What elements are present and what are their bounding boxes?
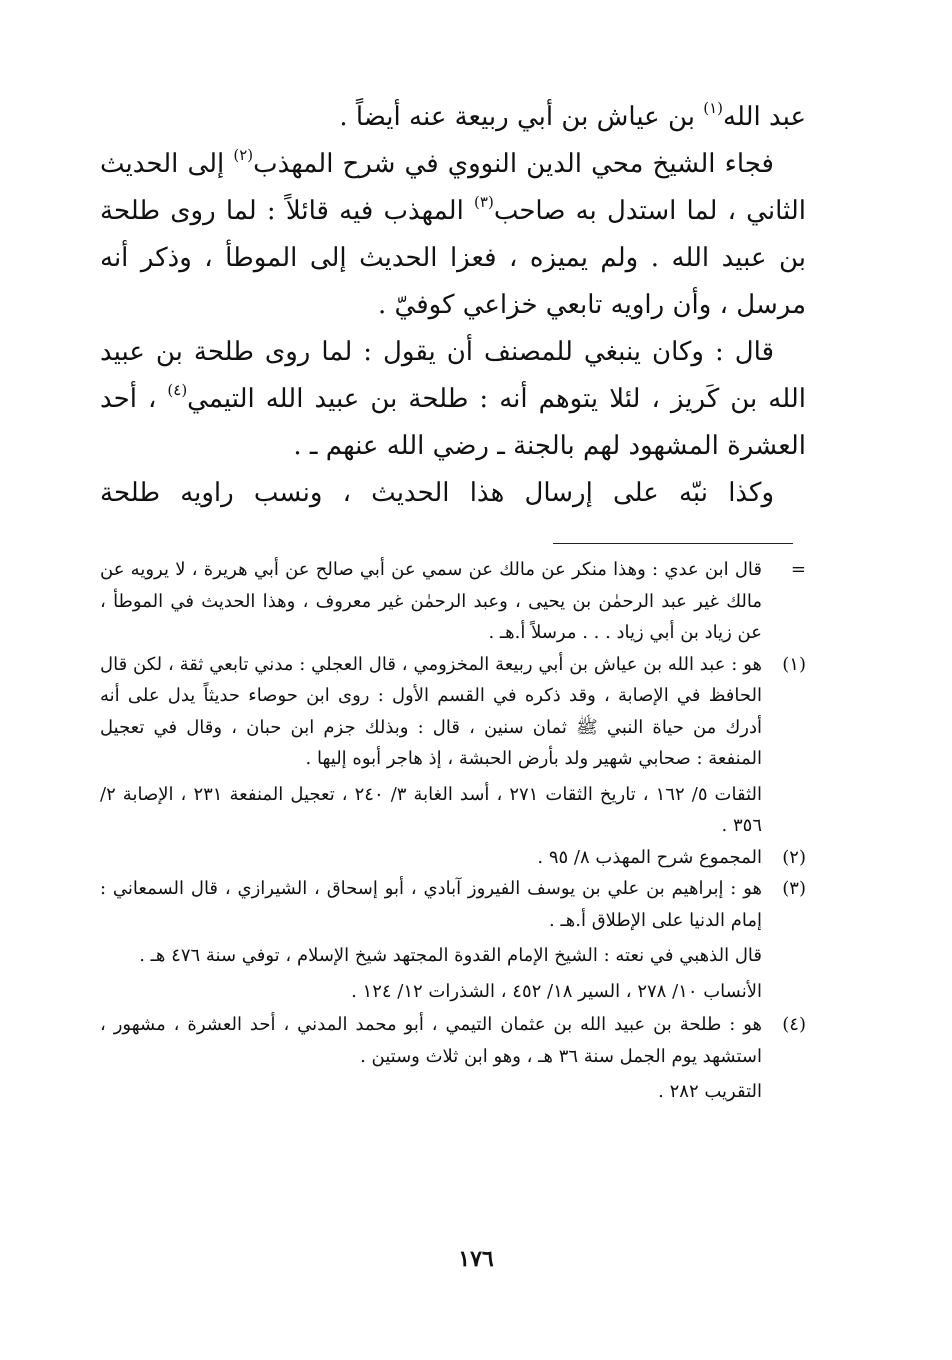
footnote-text: المجموع شرح المهذب ٨/ ٩٥ .: [537, 846, 762, 868]
footnotes: [100, 554, 806, 1108]
text-run: ، أحد العشرة المشهود لهم بالجنة ـ رضي الله عنهم ـ .: [100, 384, 806, 461]
text-run: عبد الله: [723, 102, 806, 132]
paragraph-1: [100, 94, 806, 141]
footnote-text: هو : عبد الله بن عياش بن أبي ربيعة المخزومي ، قال العجلي : مدني تابعي ثقة ، لكن قال الحافظ في الإصابة ، وقد ذكره في القسم الأول : روى ابن حوصاء حديثاً يدل على أنه أدرك من حياة النبي ﷺ ثمان سنين ، قال : وبذلك جزم ابن حبان ، وقال في تعجيل المنفعة : صحابي شهير ولد بأرض الحبشة ، إذ هاجر أبوه إليها .: [100, 653, 762, 769]
footnote-number: (١): [782, 653, 806, 675]
footnote-continuation: [100, 554, 806, 649]
main-text: [100, 94, 806, 517]
footnote-ref-3[interactable]: (٣): [474, 193, 494, 211]
footnote-extra: قال الذهبي في نعته : الشيخ الإمام القدوة المجتهد شيخ الإسلام ، توفي سنة ٤٧٦ هـ .: [139, 945, 762, 966]
footnote-1: [100, 649, 806, 842]
footnote-text: هو : طلحة بن عبيد الله بن عثمان التيمي ، أبو محمد المدني ، أحد العشرة ، مشهور ، استشهد يوم الجمل سنة ٣٦ هـ ، وهو ابن ثلاث وستين .: [100, 1014, 762, 1067]
footnote-4: [100, 1009, 806, 1108]
footnote-sources: التقريب ٢٨٢ .: [658, 1081, 762, 1102]
text-run: قال : وكان ينبغي للمصنف أن يقول : لما روى طلحة بن عبيد الله بن كَريز ، لئلا يتوهم أنه : طلحة بن عبيد الله التيمي: [100, 337, 806, 414]
footnote-ref-4[interactable]: (٤): [167, 381, 188, 399]
footnote-3: [100, 873, 806, 1007]
paragraph-3: [100, 329, 806, 470]
text-run: إلى الحديث الثاني ، لما استدل به صاحب: [100, 149, 806, 226]
paragraph-2: [100, 141, 806, 329]
footnote-2: [100, 842, 806, 874]
footnote-number: (٢): [782, 846, 806, 868]
footnote-separator: [553, 543, 793, 544]
footnote-number: (٣): [782, 878, 806, 899]
footnote-ref-2[interactable]: (٢): [233, 146, 254, 164]
paragraph-4: وكذا نبّه على إرسال هذا الحديث ، ونسب راويه طلحة: [100, 478, 774, 508]
text-run: المهذب فيه قائلاً : لما روى طلحة بن عبيد الله . ولم يميزه ، فعزا الحديث إلى الموطأ ، وذكر أنه مرسل ، وأن راويه تابعي خزاعي كوفيّ .: [100, 196, 806, 320]
footnote-number: (٤): [782, 1014, 806, 1035]
footnote-text: هو : إبراهيم بن علي بن يوسف الفيروز آبادي ، أبو إسحاق ، الشيرازي ، قال السمعاني : إمام الدنيا على الإطلاق أ.هـ .: [100, 878, 762, 931]
footnote-text: قال ابن عدي : وهذا منكر عن مالك عن سمي عن أبي صالح عن أبي هريرة ، لا يرويه عن مالك غير عبد الرحمٰن بن يحيى ، وعبد الرحمٰن غير معروف ، وهذا الحديث في الموطأ ، عن زياد بن أبي زياد . . . مرسلاً أ.هـ .: [100, 559, 762, 643]
continuation-mark: =: [790, 559, 806, 580]
footnote-sources: الثقات ٥/ ١٦٢ ، تاريخ الثقات ٢٧١ ، أسد الغابة ٣/ ٢٤٠ ، تعجيل المنفعة ٢٣١ ، الإصابة ٢/ ٣٥٦ .: [100, 783, 762, 836]
footnote-sources: الأنساب ١٠/ ٢٧٨ ، السير ١٨/ ٤٥٢ ، الشذرات ١٢/ ١٢٤ .: [351, 980, 762, 1002]
text-run: بن عياش بن أبي ربيعة عنه أيضاً .: [339, 102, 704, 132]
footnote-ref-1[interactable]: (١): [703, 99, 724, 117]
page-number: ١٧٦: [458, 1246, 494, 1272]
text-run: فجاء الشيخ محي الدين النووي في شرح المهذب: [253, 149, 774, 179]
